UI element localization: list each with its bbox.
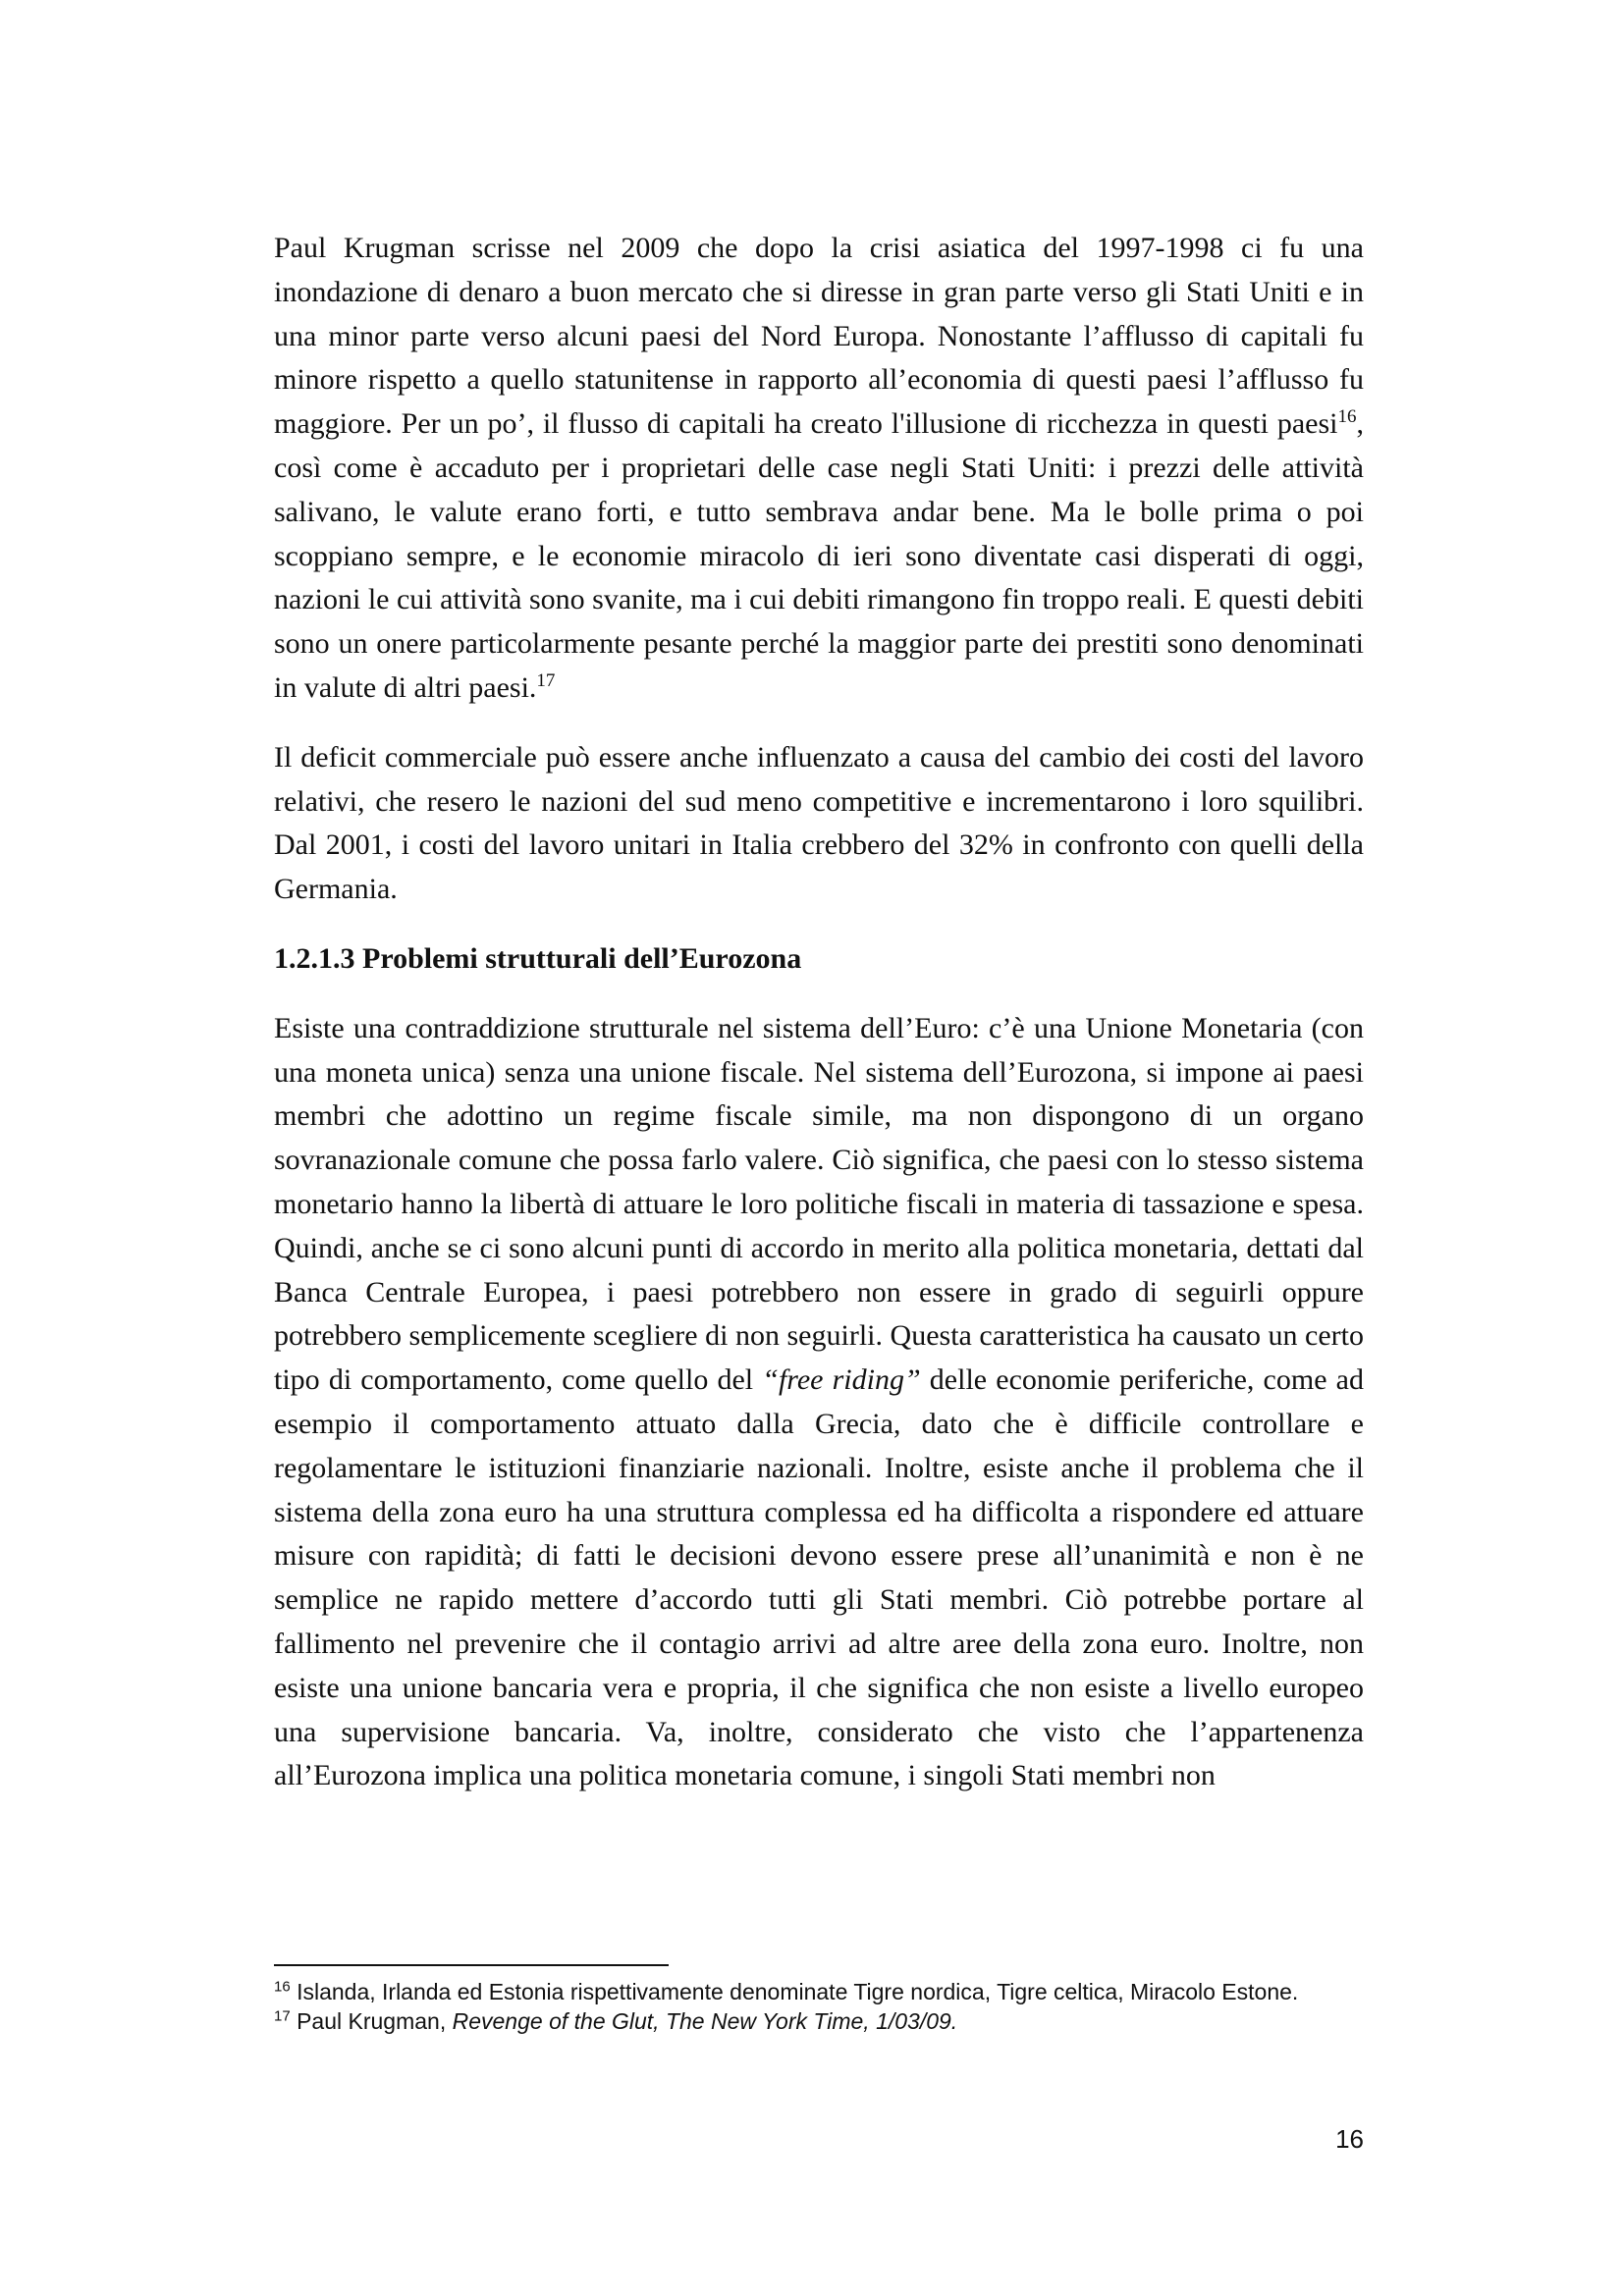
footnote-17-prefix: Paul Krugman, [290, 2008, 453, 2034]
footnote-17-citation: Revenge of the Glut, The New York Time, 1/03/09. [452, 2008, 958, 2034]
paragraph-3-text-b: delle economie periferiche, come ad esempio il comportamento attuato dalla Grecia, dato che è difficile controllare e regolamentare le istituzioni finanziarie nazionali. Inoltre, esiste anche il problema che il sistema della zona euro ha una struttura complessa ed ha difficolta a rispondere ed attuare misure con rapidità; di fatti le decisioni devono essere prese all’unanimità e non è ne semplice ne rapido mettere d’accordo tutti gli Stati membri. Ciò potrebbe portare al fallimento nel prevenire che il contagio arrivi ad altre aree della zona euro. Inoltre, non esiste una unione bancaria vera e propria, il che significa che non esiste a livello europeo una supervisione bancaria. Va, inoltre, considerato che visto che l’appartenenza all’Eurozona implica una politica monetaria comune, i singoli Stati membri non [274, 1363, 1364, 1792]
paragraph-1 [274, 227, 1364, 711]
paragraph-3-text-a: Esiste una contraddizione strutturale nel sistema dell’Euro: c’è una Unione Monetaria (con una moneta unica) senza una unione fiscale. Nel sistema dell’Eurozona, si impone ai paesi membri che adottino un regime fiscale simile, ma non dispongono di un organo sovranazionale comune che possa farlo valere. Ciò significa, che paesi con lo stesso sistema monetario hanno la libertà di attuare le loro politiche fiscali in materia di tassazione e spesa. Quindi, anche se ci sono alcuni punti di accordo in merito alla politica monetaria, dettati dal Banca Centrale Europea, i paesi potrebbero non essere in grado di seguirli oppure potrebbero semplicemente scegliere di non seguirli. Questa caratteristica ha causato un certo tipo di comportamento, come quello del [274, 1011, 1364, 1397]
footnote-16-number: 16 [274, 1978, 291, 1996]
paragraph-3 [274, 1007, 1364, 1798]
footnote-16 [274, 1977, 1364, 2006]
paragraph-1-text-b: , così come è accaduto per i proprietari delle case negli Stati Uniti: i prezzi delle attività salivano, le valute erano forti, e tutto sembrava andar bene. Ma le bolle prima o poi scoppiano sempre, e le economie miracolo di ieri sono diventate casi disperati di oggi, nazioni le cui attività sono svanite, ma i cui debiti rimangono fin troppo reali. E questi debiti sono un onere particolarmente pesante perché la maggior parte dei prestiti sono denominati in valute di altri paesi. [274, 407, 1364, 704]
section-heading: 1.2.1.3 Problemi strutturali dell’Eurozona [274, 941, 802, 975]
footnotes [274, 1977, 1364, 2036]
footnote-ref-16: 16 [1337, 406, 1357, 428]
footnote-separator [274, 1964, 669, 1966]
page-number: 16 [1335, 2124, 1364, 2154]
footnote-16-text: Islanda, Irlanda ed Estonia rispettivamente denominate Tigre nordica, Tigre celtica, Miracolo Estone. [290, 1979, 1299, 2004]
paragraph-2: Il deficit commerciale può essere anche influenzato a causa del cambio dei costi del lavoro relativi, che resero le nazioni del sud meno competitive e incrementarono i loro squilibri. Dal 2001, i costi del lavoro unitari in Italia crebbero del 32% in confronto con quelli della Germania. [274, 740, 1364, 906]
paragraph-1-text-a: Paul Krugman scrisse nel 2009 che dopo la crisi asiatica del 1997-1998 ci fu una inondazione di denaro a buon mercato che si diresse in gran parte verso gli Stati Uniti e in una minor parte verso alcuni paesi del Nord Europa. Nonostante l’afflusso di capitali fu minore rispetto a quello statunitense in rapporto all’economia di questi paesi l’afflusso fu maggiore. Per un po’, il flusso di capitali ha creato l'illusione di ricchezza in questi paesi [274, 232, 1364, 441]
footnote-ref-17: 17 [536, 669, 556, 691]
free-riding-term: “free riding” [762, 1363, 921, 1397]
body-text [274, 227, 1364, 1824]
footnote-17 [274, 2006, 1364, 2036]
footnote-17-number: 17 [274, 2007, 291, 2025]
